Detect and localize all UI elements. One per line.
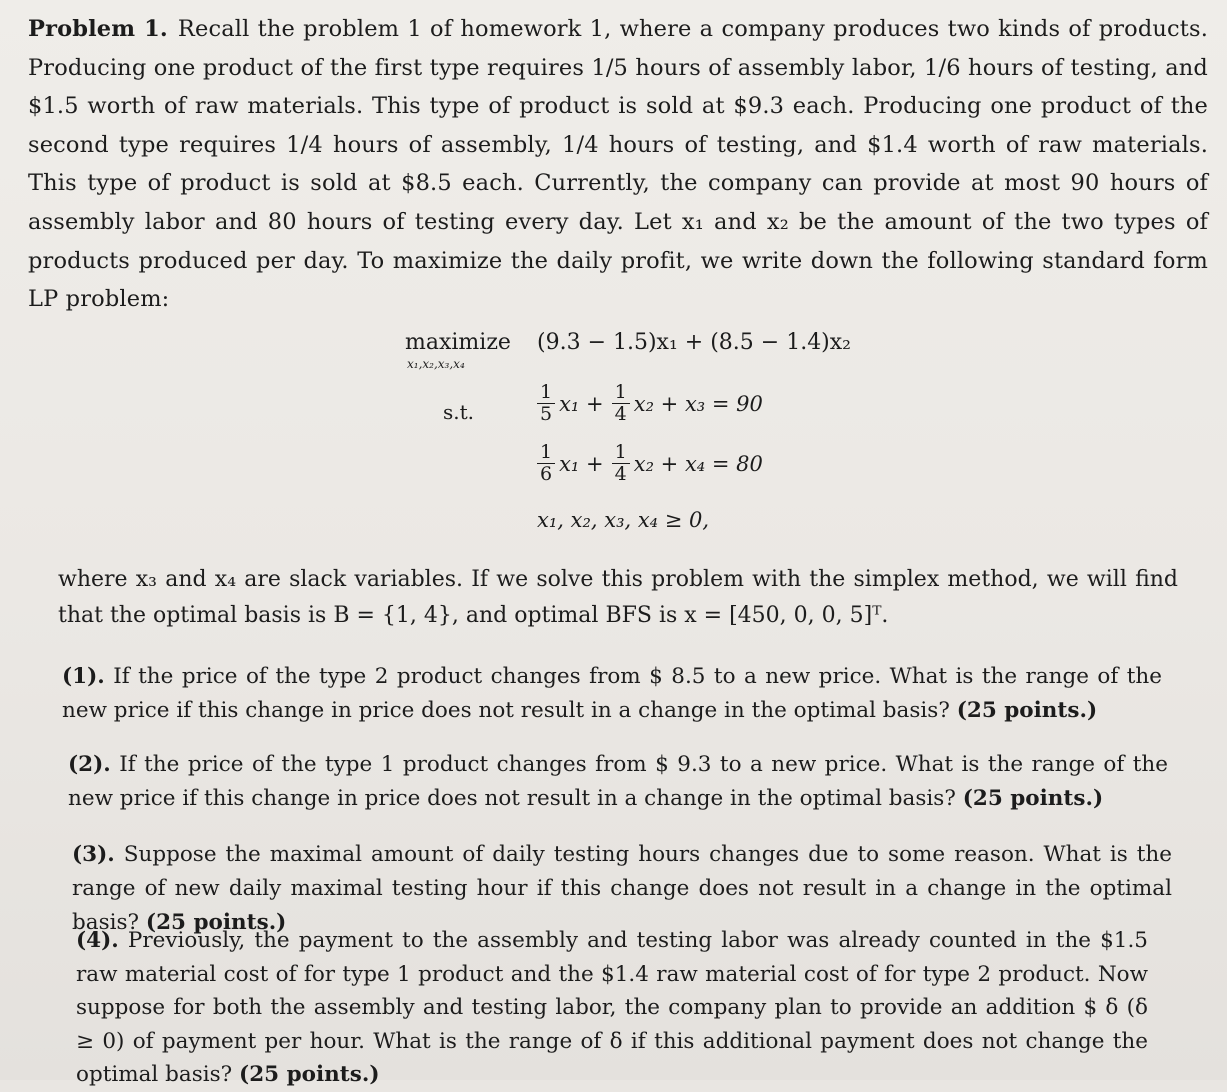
problem-heading: Problem 1. <box>28 16 168 42</box>
question-text: Suppose the maximal amount of daily testing hours changes due to some reason. What is the range of new daily maximal testing hour if this change does not result in a change in the optimal basis? <box>72 842 1172 935</box>
constraint-assembly <box>537 382 763 425</box>
lp-formulation <box>405 330 885 540</box>
fraction-denominator: 4 <box>614 403 627 425</box>
constraint-term: x₁ + <box>559 391 604 416</box>
fraction-numerator: 1 <box>612 442 630 464</box>
fraction-numerator: 1 <box>537 442 555 464</box>
constraint-term: x₁ + <box>559 451 604 476</box>
fraction-numerator: 1 <box>537 382 555 404</box>
maximize-label: maximize <box>405 330 511 355</box>
subject-to-label: s.t. <box>443 400 475 424</box>
fraction-denominator: 4 <box>614 463 627 485</box>
question-text: If the price of the type 2 product changes from $ 8.5 to a new price. What is the range of the new price if this change in price does not result in a change in the optimal basis? <box>62 664 1162 723</box>
question-points: (25 points.) <box>145 910 287 935</box>
problem-statement: Recall the problem 1 of homework 1, where a company produces two kinds of products. Producing one product of the first type requires 1/5 hours of assembly labor, 1/6 hours of testing, and $1.5 worth of raw materials. This type of product is sold at $9.3 each. Producing one product of the second type requires 1/4 hours of assembly, 1/4 hours of testing, and $1.4 worth of raw materials. This type of product is sold at $8.5 each. Currently, the company can provide at most 90 hours of assembly labor and 80 hours of testing every day. Let x₁ and x₂ be the amount of the two types of products produced per day. To maximize the daily profit, we write down the following standard form LP problem: <box>28 16 1208 313</box>
nonnegativity-constraint: x₁, x₂, x₃, x₄ ≥ 0, <box>537 508 710 532</box>
fraction <box>537 382 555 425</box>
constraint-term: x₂ + x₃ = 90 <box>633 391 763 416</box>
question-points: (25 points.) <box>962 786 1104 811</box>
question-text: Previously, the payment to the assembly and testing labor was already counted in the $1.5 raw material cost of for type 1 product and the $1.4 raw material cost of for type 2 product. Now suppose for both the assembly and testing labor, the company plan to provide an addition $ δ (δ ≥ 0) of payment per hour. What is the range of δ if this additional payment does not change the optimal basis? <box>76 928 1148 1087</box>
constraint-term: x₂ + x₄ = 80 <box>633 451 763 476</box>
problem-intro <box>28 10 1208 319</box>
fraction <box>612 382 630 425</box>
fraction-numerator: 1 <box>612 382 630 404</box>
question-number: (2). <box>68 752 111 777</box>
question-number: (4). <box>76 928 119 953</box>
question-4 <box>76 924 1148 1092</box>
question-points: (25 points.) <box>956 698 1098 723</box>
question-number: (1). <box>62 664 105 689</box>
constraint-testing <box>537 442 763 485</box>
fraction <box>612 442 630 485</box>
question-number: (3). <box>72 842 115 867</box>
question-2 <box>68 748 1168 816</box>
fraction-denominator: 6 <box>540 463 553 485</box>
question-1 <box>62 660 1162 728</box>
fraction-denominator: 5 <box>540 403 553 425</box>
fraction <box>537 442 555 485</box>
question-text: If the price of the type 1 product changes from $ 9.3 to a new price. What is the range of the new price if this change in price does not result in a change in the optimal basis? <box>68 752 1168 811</box>
objective-function: (9.3 − 1.5)x₁ + (8.5 − 1.4)x₂ <box>537 330 851 355</box>
question-points: (25 points.) <box>239 1062 380 1087</box>
slack-explanation: where x₃ and x₄ are slack variables. If we solve this problem with the simplex method, we will find that the optimal basis is B = {1, 4}, and optimal BFS is x = [450, 0, 0, 5]ᵀ. <box>58 567 1178 628</box>
maximize-variables: x₁,x₂,x₃,x₄ <box>407 357 465 371</box>
